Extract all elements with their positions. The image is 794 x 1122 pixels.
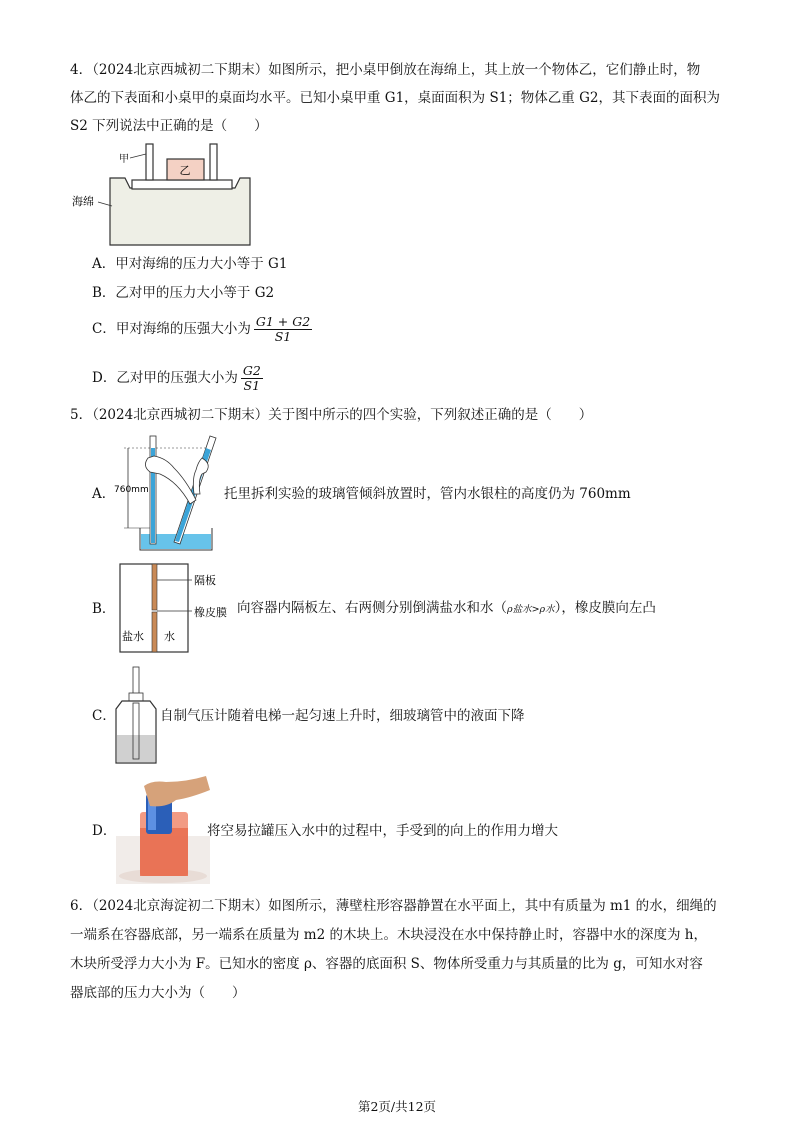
q4-line-1: 4．（2024北京西城初二下期末）如图所示，把小桌甲倒放在海绵上，其上放一个物体乙，它们静止时，物: [70, 62, 701, 78]
q4-option-c-fraction: $\frac{G1 + G2}{S1}$: [255, 314, 311, 344]
q5-option-d-letter: D．: [92, 823, 117, 839]
salt-water-label: 盐水: [122, 630, 144, 643]
q5-figure-can-in-water: [116, 776, 210, 886]
q5-option-c-text: 自制气压计随着电梯一起匀速上升时，细玻璃管中的液面下降: [160, 708, 525, 724]
q4-option-c: [92, 315, 312, 344]
water-label: 水: [164, 630, 175, 643]
q4-line-3: S2 下列说法中正确的是（ ）: [70, 118, 268, 134]
partition-label: 隔板: [194, 574, 216, 587]
q4-option-d: [92, 364, 263, 393]
q5-figure-barometer: [112, 665, 162, 767]
page-footer: 第2页/共12页: [357, 1099, 437, 1114]
membrane-label: 橡皮膜: [194, 606, 227, 619]
q4-line-2: 体乙的下表面和小桌甲的桌面均水平。已知小桌甲重 G1，桌面面积为 S1；物体乙重 G2，其下表面的面积为: [70, 90, 720, 106]
q5-line-1: 5．（2024北京西城初二下期末）关于图中所示的四个实验，下列叙述正确的是（ ）: [70, 407, 593, 423]
q5-option-a-text: 托里拆利实验的玻璃管倾斜放置时，管内水银柱的高度仍为 760mm: [224, 486, 631, 502]
q4-option-a: A．甲对海绵的压力大小等于 G1: [92, 256, 288, 272]
q5-option-b-text: 向容器内隔板左、右两侧分别倒满盐水和水（ρ盐水>ρ水），橡皮膜向左凸: [237, 600, 656, 616]
partition-lower-shape: [152, 612, 157, 652]
q4-figure-table-sponge: [70, 140, 260, 250]
table-top-shape: [132, 180, 232, 189]
hand-shape: [144, 776, 210, 806]
q6-line-3: 木块所受浮力大小为 F。已知水的密度 ρ、容器的底面积 S、物体所受重力与其质量的比为 g，可知水对容: [70, 956, 703, 972]
q5-option-b-letter: B．: [92, 601, 116, 617]
q6-line-4: 器底部的压力大小为（ ）: [70, 985, 246, 1001]
q6-line-2: 一端系在容器底部，另一端系在质量为 m2 的木块上。木块浸没在水中保持静止时，容器中水的深度为 h，: [70, 927, 707, 943]
object-yi-label: 乙: [179, 164, 191, 177]
partition-upper-shape: [152, 564, 157, 610]
torricelli-760mm-label: 760mm: [114, 485, 149, 495]
q5-option-a-letter: A．: [92, 486, 116, 502]
q4-option-b: B．乙对甲的压力大小等于 G2: [92, 285, 275, 301]
q6-line-1: 6．（2024北京海淀初二下期末）如图所示，薄壁柱形容器静置在水平面上，其中有质量为 m1 的水，细绳的: [70, 898, 717, 914]
q4-option-c-text: C．甲对海绵的压强大小为: [92, 321, 251, 337]
q5-figure-torricelli: [112, 432, 222, 552]
q5-option-d-text: 将空易拉罐压入水中的过程中，手受到的向上的作用力增大: [207, 823, 558, 839]
q5-figure-partition-container: [112, 560, 242, 656]
q4-option-d-fraction: $\frac{G2}{S1}$: [242, 363, 261, 393]
q5-option-c-letter: C．: [92, 708, 116, 724]
table-jia-label: 甲: [119, 154, 129, 165]
sponge-label: 海绵: [72, 195, 94, 208]
q4-option-d-text: D．乙对甲的压强大小为: [92, 370, 238, 386]
